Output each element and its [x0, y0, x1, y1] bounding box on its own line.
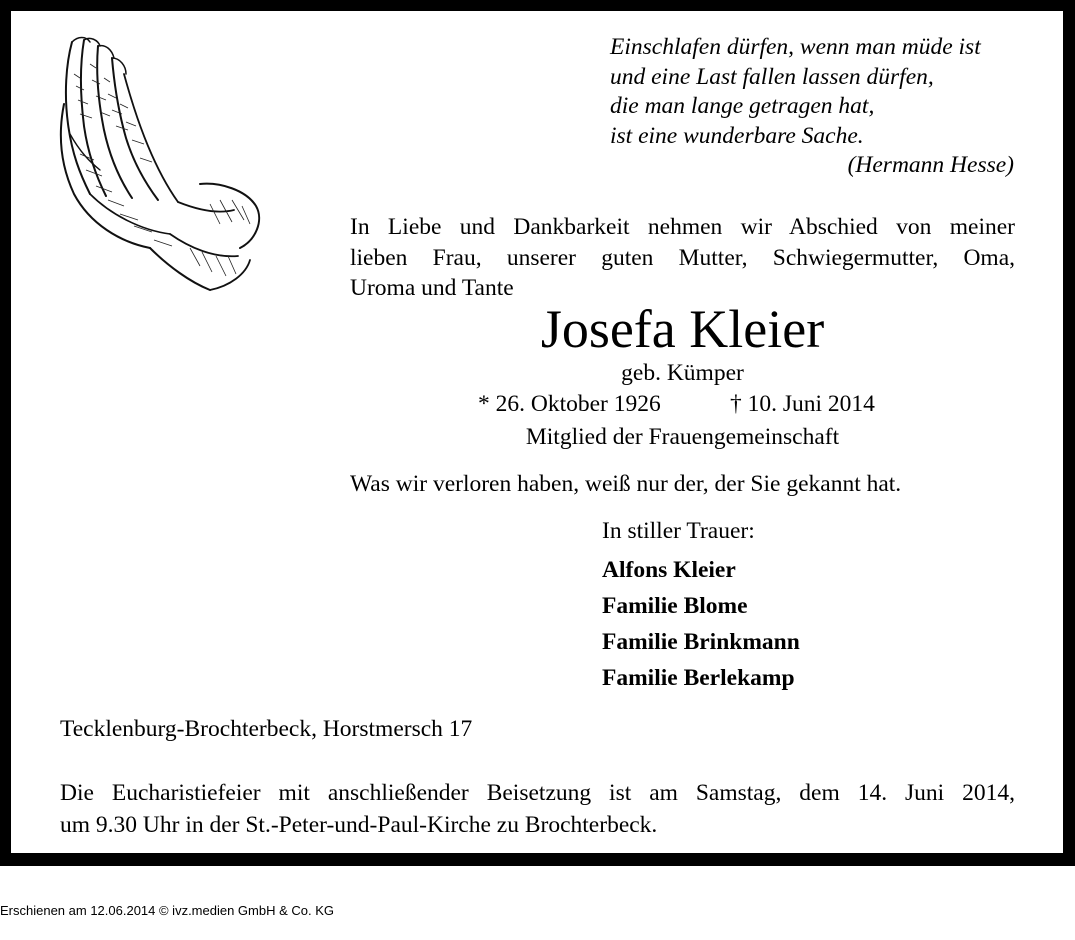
praying-hands-icon	[50, 34, 264, 296]
memorial-saying: Was wir verloren haben, weiß nur der, der Sie gekannt hat.	[350, 471, 902, 497]
birth-date: * 26. Oktober 1926	[478, 391, 661, 417]
service-line: um 9.30 Uhr in der St.-Peter-und-Paul-Kirche zu Brochterbeck.	[60, 812, 658, 838]
farewell-text	[350, 212, 1015, 304]
service-line: Die Eucharistiefeier mit anschließender Beisetzung ist am Samstag, dem 14. Juni 2014,	[60, 780, 1015, 806]
membership: Mitglied der Frauengemeinschaft	[525, 424, 840, 450]
death-date: † 10. Juni 2014	[730, 391, 875, 417]
publication-footer: Erschienen am 12.06.2014 © ivz.medien GmbH & Co. KG	[0, 903, 335, 918]
mourner-name: Familie Blome	[602, 593, 748, 619]
mourners-label: In stiller Trauer:	[602, 518, 755, 544]
mourners-list	[602, 516, 800, 696]
quote-line: ist eine wunderbare Sache.	[610, 122, 864, 149]
deceased-name: Josefa Kleier	[540, 299, 825, 359]
farewell-line: In Liebe und Dankbarkeit nehmen wir Abschied von meiner	[350, 214, 1015, 240]
quote-line: und eine Last fallen lassen dürfen,	[610, 63, 934, 90]
service-info	[60, 777, 1015, 841]
address: Tecklenburg-Brochterbeck, Horstmersch 17	[60, 716, 473, 742]
farewell-line: Uroma und Tante	[350, 275, 514, 301]
hesse-quote	[610, 33, 1014, 181]
mourner-name: Alfons Kleier	[602, 557, 736, 583]
farewell-line: lieben Frau, unserer guten Mutter, Schwiegermutter, Oma,	[350, 244, 1015, 271]
mourner-name: Familie Brinkmann	[602, 629, 800, 655]
quote-line: Einschlafen dürfen, wenn man müde ist	[610, 34, 981, 60]
birth-name: geb. Kümper	[621, 360, 744, 386]
mourner-name: Familie Berlekamp	[602, 665, 795, 691]
quote-line: die man lange getragen hat,	[610, 93, 875, 119]
quote-author: (Hermann Hesse)	[847, 152, 1014, 178]
